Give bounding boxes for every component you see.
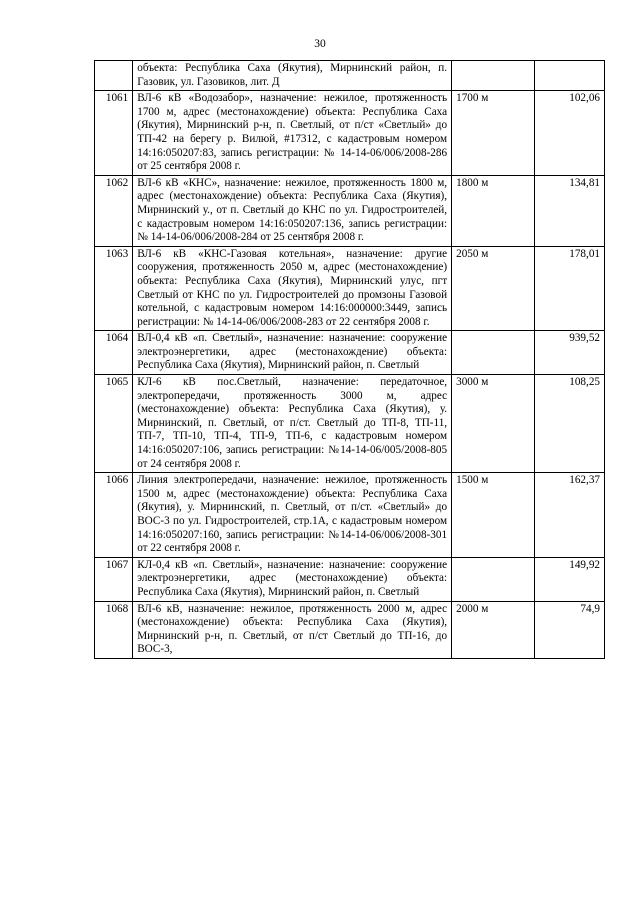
row-value-cell: 162,37	[535, 473, 605, 558]
row-value-cell	[535, 61, 605, 91]
row-description-cell: объекта: Республика Саха (Якутия), Мирнинский район, п. Газовик, ул. Газовиков, лит. Д	[133, 61, 452, 91]
row-number-cell: 1065	[95, 375, 133, 473]
page-number: 30	[314, 38, 326, 50]
row-number-cell: 1066	[95, 473, 133, 558]
table-row	[95, 601, 605, 658]
table-row	[95, 91, 605, 176]
table-row	[95, 375, 605, 473]
row-length-cell: 1800 м	[452, 175, 535, 246]
table-row	[95, 331, 605, 375]
row-number-cell: 1063	[95, 246, 133, 331]
row-value-cell: 74,9	[535, 601, 605, 658]
row-value-cell: 149,92	[535, 557, 605, 601]
row-number-cell: 1064	[95, 331, 133, 375]
row-length-cell	[452, 557, 535, 601]
row-number-cell: 1062	[95, 175, 133, 246]
row-length-cell: 1500 м	[452, 473, 535, 558]
row-number-cell	[95, 61, 133, 91]
row-description-cell: Линия электропередачи, назначение: нежилое, протяженность 1500 м, адрес (местонахождение) объекта: Республика Саха (Якутия), у. Мирнинский, п. Светлый, от п/ст. «Светлый» до ВОС-3 по ул. Гидростроителей, стр.1А, с кадастровым номером 14:16:050207:160, запись регистрации: №14-14-06/006/2008-301 от 22 сентября 2008 г.	[133, 473, 452, 558]
row-description-cell: ВЛ-0,4 кВ «п. Светлый», назначение: назначение: сооружение электроэнергетики, адрес (местонахождение) объекта: Республика Саха (Якутия), Мирнинский район, п. Светлый	[133, 331, 452, 375]
row-value-cell: 134,81	[535, 175, 605, 246]
row-value-cell: 102,06	[535, 91, 605, 176]
row-description-cell: ВЛ-6 кВ «КНС-Газовая котельная», назначение: другие сооружения, протяженность 2050 м, адрес (местонахождение) объекта: Республика Саха (Якутия), Мирнинский улус, пгт Светлый от КНС по ул. Гидростроителей до промзоны Газовой котельной, с кадастровым номером 14:16:000000:3449, запись регистрации: № 14-14-06/006/2008-283 от 22 сентября 2008 г.	[133, 246, 452, 331]
row-value-cell: 939,52	[535, 331, 605, 375]
row-length-cell	[452, 61, 535, 91]
row-number-cell: 1068	[95, 601, 133, 658]
row-length-cell: 3000 м	[452, 375, 535, 473]
property-registry-table	[94, 60, 605, 659]
row-length-cell: 1700 м	[452, 91, 535, 176]
row-description-cell: КЛ-0,4 кВ «п. Светлый», назначение: назначение: сооружение электроэнергетики, адрес (местонахождение) объекта: Республика Саха (Якутия), Мирнинский район, п. Светлый	[133, 557, 452, 601]
table-row	[95, 557, 605, 601]
registry-table-body	[95, 61, 605, 659]
row-value-cell: 108,25	[535, 375, 605, 473]
table-row	[95, 246, 605, 331]
row-number-cell: 1067	[95, 557, 133, 601]
row-description-cell: ВЛ-6 кВ, назначение: нежилое, протяженность 2000 м, адрес (местонахождение) объекта: Республика Саха (Якутия), Мирнинский р-н, п. Светлый, от п/ст Светлый до ТП-16, до ВОС-3,	[133, 601, 452, 658]
row-description-cell: КЛ-6 кВ пос.Светлый, назначение: передаточное, электропередачи, протяженность 3000 м, адрес (местонахождение) объекта: Республика Саха (Якутия), у. Мирнинский, п. Светлый, от п/ст. Светлый до ТП-8, ТП-11, ТП-7, ТП-10, ТП-4, ТП-9, ТП-6, с кадастровым номером 14:16:050207:106, запись регистрации: №14-14-06/005/2008-805 от 24 сентября 2008 г.	[133, 375, 452, 473]
table-row	[95, 61, 605, 91]
row-number-cell: 1061	[95, 91, 133, 176]
row-length-cell: 2050 м	[452, 246, 535, 331]
row-length-cell	[452, 331, 535, 375]
row-description-cell: ВЛ-6 кВ «КНС», назначение: нежилое, протяженность 1800 м, адрес (местонахождение) объекта: Республика Саха (Якутия), Мирнинский у., от п. Светлый до КНС по ул. Гидростроителей, с кадастровым номером 14:16:050207:136, запись регистрации: № 14-14-06/006/2008-284 от 25 сентября 2008 г.	[133, 175, 452, 246]
table-row	[95, 473, 605, 558]
row-value-cell: 178,01	[535, 246, 605, 331]
row-description-cell: ВЛ-6 кВ «Водозабор», назначение: нежилое, протяженность 1700 м, адрес (местонахождение) объекта: Республика Саха (Якутия), Мирнинский р-н, п. Светлый, от п/ст «Светлый» до ТП-42 на берегу р. Вилюй, #17312, с кадастровым номером 14:16:050207:83, запись регистрации: № 14-14-06/006/2008-286 от 25 сентября 2008 г.	[133, 91, 452, 176]
table-row	[95, 175, 605, 246]
row-length-cell: 2000 м	[452, 601, 535, 658]
